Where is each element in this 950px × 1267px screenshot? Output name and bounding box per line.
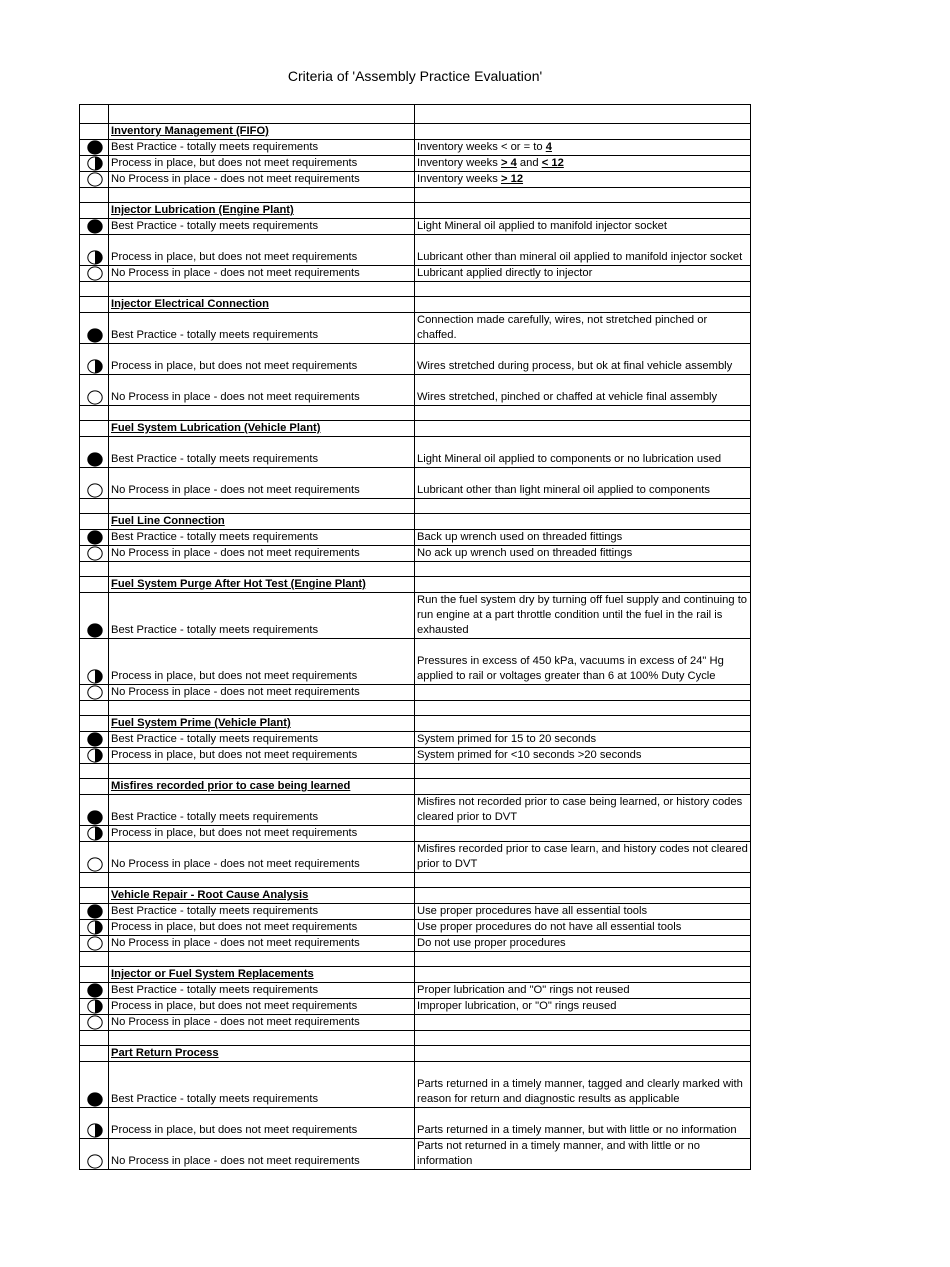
criteria-row <box>80 1108 751 1139</box>
criterion-text: Best Practice - totally meets requirements <box>109 732 415 748</box>
rating-cell <box>80 437 109 468</box>
description-text: Parts returned in a timely manner, but with little or no information <box>415 1108 751 1139</box>
description-cell <box>415 888 751 904</box>
section-heading-row <box>80 888 751 904</box>
description-text: Improper lubrication, or "O" rings reused <box>415 999 751 1015</box>
rating-cell <box>80 1046 109 1062</box>
description-cell <box>415 297 751 313</box>
description-text: Use proper procedures do not have all essential tools <box>415 920 751 936</box>
criterion-text: Best Practice - totally meets requirements <box>109 795 415 826</box>
criteria-row <box>80 468 751 499</box>
half-circle-icon <box>82 669 106 684</box>
criteria-row <box>80 920 751 936</box>
description-cell <box>415 764 751 779</box>
criterion-text: No Process in place - does not meet requirements <box>109 685 415 701</box>
criterion-text: Process in place, but does not meet requirements <box>109 748 415 764</box>
empty-circle-icon <box>82 266 106 281</box>
section-heading <box>109 779 415 795</box>
description-text: Light Mineral oil applied to manifold injector socket <box>415 219 751 235</box>
criterion-text: Process in place, but does not meet requirements <box>109 999 415 1015</box>
criterion-text: No Process in place - does not meet requirements <box>109 375 415 406</box>
threshold-value: < 12 <box>541 157 564 169</box>
rating-cell <box>80 826 109 842</box>
description-cell <box>415 562 751 577</box>
criterion-cell <box>109 406 415 421</box>
rating-cell <box>80 716 109 732</box>
description-text: Misfires not recorded prior to case being learned, or history codes cleared prior to DVT <box>415 795 751 826</box>
criterion-text: Process in place, but does not meet requirements <box>109 920 415 936</box>
rating-cell <box>80 1015 109 1031</box>
section-heading <box>109 716 415 732</box>
criterion-text: No Process in place - does not meet requirements <box>109 936 415 952</box>
rating-cell <box>80 124 109 140</box>
section-heading-text: Misfires recorded prior to case being learned <box>111 780 351 792</box>
description-text: Wires stretched during process, but ok at final vehicle assembly <box>415 344 751 375</box>
description-text <box>415 1015 751 1031</box>
section-heading-row <box>80 421 751 437</box>
rating-cell <box>80 282 109 297</box>
description-cell <box>415 188 751 203</box>
description-text <box>415 172 751 188</box>
description-text: Lubricant applied directly to injector <box>415 266 751 282</box>
full-circle-icon <box>82 732 106 747</box>
rating-cell <box>80 904 109 920</box>
description-cell <box>415 203 751 219</box>
criterion-cell <box>109 188 415 203</box>
description-text <box>415 140 751 156</box>
rating-cell <box>80 593 109 639</box>
description-text: System primed for 15 to 20 seconds <box>415 732 751 748</box>
rating-cell <box>80 546 109 562</box>
description-text: Pressures in excess of 450 kPa, vacuums in excess of 24" Hg applied to rail or voltages greater than 6 at 100% Duty Cycle <box>415 639 751 685</box>
rating-cell <box>80 421 109 437</box>
section-heading-text: Fuel System Prime (Vehicle Plant) <box>111 717 291 729</box>
description-cell <box>415 952 751 967</box>
rating-cell <box>80 983 109 999</box>
full-circle-icon <box>82 623 106 638</box>
section-heading-row <box>80 577 751 593</box>
criteria-row <box>80 842 751 873</box>
rating-cell <box>80 562 109 577</box>
criterion-cell <box>109 282 415 297</box>
section-heading <box>109 967 415 983</box>
criterion-cell <box>109 562 415 577</box>
criterion-text: Best Practice - totally meets requirements <box>109 219 415 235</box>
rating-cell <box>80 936 109 952</box>
rating-cell <box>80 156 109 172</box>
criteria-row <box>80 375 751 406</box>
criterion-text: Process in place, but does not meet requirements <box>109 639 415 685</box>
criteria-row <box>80 344 751 375</box>
description-fragment: Inventory weeks <box>417 157 501 169</box>
rating-cell <box>80 105 109 124</box>
section-heading <box>109 203 415 219</box>
empty-circle-icon <box>82 1015 106 1030</box>
rating-cell <box>80 779 109 795</box>
criteria-row <box>80 172 751 188</box>
rating-cell <box>80 967 109 983</box>
description-text <box>415 156 751 172</box>
criteria-row <box>80 795 751 826</box>
blank-row <box>80 406 751 421</box>
description-cell <box>415 499 751 514</box>
description-text: Wires stretched, pinched or chaffed at vehicle final assembly <box>415 375 751 406</box>
criteria-row <box>80 1062 751 1108</box>
description-text: Lubricant other than mineral oil applied to manifold injector socket <box>415 235 751 266</box>
description-fragment: Inventory weeks <box>417 173 501 185</box>
description-cell <box>415 282 751 297</box>
criteria-table <box>79 104 751 1170</box>
blank-row <box>80 188 751 203</box>
criteria-row <box>80 235 751 266</box>
criterion-text: Best Practice - totally meets requirements <box>109 1062 415 1108</box>
description-cell <box>415 421 751 437</box>
section-heading-text: Fuel System Lubrication (Vehicle Plant) <box>111 422 321 434</box>
criteria-row <box>80 936 751 952</box>
rating-cell <box>80 795 109 826</box>
empty-circle-icon <box>82 172 106 187</box>
rating-cell <box>80 701 109 716</box>
criterion-text: Best Practice - totally meets requirements <box>109 904 415 920</box>
threshold-value: 4 <box>545 141 552 153</box>
rating-cell <box>80 313 109 344</box>
description-text: Misfires recorded prior to case learn, and history codes not cleared prior to DVT <box>415 842 751 873</box>
criteria-row <box>80 904 751 920</box>
blank-row <box>80 105 751 124</box>
rating-cell <box>80 1108 109 1139</box>
rating-cell <box>80 1139 109 1170</box>
description-text <box>415 685 751 701</box>
criterion-text: Best Practice - totally meets requirements <box>109 313 415 344</box>
criterion-text: Best Practice - totally meets requirements <box>109 593 415 639</box>
rating-cell <box>80 406 109 421</box>
section-heading <box>109 888 415 904</box>
criteria-table-body <box>80 105 751 1170</box>
full-circle-icon <box>82 530 106 545</box>
criteria-row <box>80 313 751 344</box>
half-circle-icon <box>82 156 106 171</box>
criteria-row <box>80 1139 751 1170</box>
section-heading-row <box>80 779 751 795</box>
empty-circle-icon <box>82 390 106 405</box>
criterion-text: No Process in place - does not meet requirements <box>109 266 415 282</box>
description-cell <box>415 577 751 593</box>
description-cell <box>415 967 751 983</box>
criterion-text: No Process in place - does not meet requirements <box>109 468 415 499</box>
rating-cell <box>80 219 109 235</box>
criteria-row <box>80 140 751 156</box>
rating-cell <box>80 873 109 888</box>
rating-cell <box>80 203 109 219</box>
empty-circle-icon <box>82 546 106 561</box>
description-text: No ack up wrench used on threaded fittings <box>415 546 751 562</box>
description-text: Connection made carefully, wires, not stretched pinched or chaffed. <box>415 313 751 344</box>
section-heading-row <box>80 514 751 530</box>
section-heading <box>109 514 415 530</box>
section-heading-text: Injector or Fuel System Replacements <box>111 968 314 980</box>
half-circle-icon <box>82 359 106 374</box>
description-cell <box>415 1031 751 1046</box>
full-circle-icon <box>82 219 106 234</box>
criteria-row <box>80 1015 751 1031</box>
blank-row <box>80 701 751 716</box>
description-text: Light Mineral oil applied to components or no lubrication used <box>415 437 751 468</box>
section-heading-text: Fuel Line Connection <box>111 515 225 527</box>
description-text: Parts returned in a timely manner, tagged and clearly marked with reason for return and diagnostic results as applicable <box>415 1062 751 1108</box>
section-heading <box>109 124 415 140</box>
criteria-row <box>80 826 751 842</box>
full-circle-icon <box>82 904 106 919</box>
criterion-cell <box>109 952 415 967</box>
rating-cell <box>80 468 109 499</box>
criteria-row <box>80 639 751 685</box>
criterion-text: Best Practice - totally meets requirements <box>109 983 415 999</box>
rating-cell <box>80 999 109 1015</box>
section-heading-row <box>80 203 751 219</box>
criteria-row <box>80 748 751 764</box>
description-cell <box>415 779 751 795</box>
rating-cell <box>80 842 109 873</box>
full-circle-icon <box>82 140 106 155</box>
rating-cell <box>80 1031 109 1046</box>
criterion-text: Best Practice - totally meets requirements <box>109 437 415 468</box>
rating-cell <box>80 235 109 266</box>
description-cell <box>415 873 751 888</box>
criterion-text: Process in place, but does not meet requirements <box>109 1108 415 1139</box>
rating-cell <box>80 639 109 685</box>
description-cell <box>415 514 751 530</box>
rating-cell <box>80 140 109 156</box>
page-title: Criteria of 'Assembly Practice Evaluation' <box>287 68 543 84</box>
criteria-row <box>80 546 751 562</box>
empty-circle-icon <box>82 1154 106 1169</box>
blank-row <box>80 499 751 514</box>
description-fragment: and <box>516 157 542 169</box>
criterion-cell <box>109 873 415 888</box>
threshold-value: > 12 <box>500 173 524 185</box>
criterion-cell <box>109 701 415 716</box>
section-heading-row <box>80 1046 751 1062</box>
section-heading-row <box>80 967 751 983</box>
section-heading-text: Part Return Process <box>111 1047 219 1059</box>
rating-cell <box>80 732 109 748</box>
rating-cell <box>80 344 109 375</box>
criterion-cell <box>109 105 415 124</box>
description-fragment: Inventory weeks < or = to <box>417 141 546 153</box>
empty-circle-icon <box>82 857 106 872</box>
description-cell <box>415 701 751 716</box>
criterion-text: Best Practice - totally meets requirements <box>109 530 415 546</box>
criterion-text: Best Practice - totally meets requirements <box>109 140 415 156</box>
criterion-text: No Process in place - does not meet requirements <box>109 1139 415 1170</box>
criteria-row <box>80 685 751 701</box>
description-cell <box>415 105 751 124</box>
section-heading-row <box>80 716 751 732</box>
criterion-text: No Process in place - does not meet requirements <box>109 172 415 188</box>
full-circle-icon <box>82 328 106 343</box>
rating-cell <box>80 514 109 530</box>
criterion-text: Process in place, but does not meet requirements <box>109 235 415 266</box>
description-cell <box>415 1046 751 1062</box>
rating-cell <box>80 172 109 188</box>
half-circle-icon <box>82 920 106 935</box>
full-circle-icon <box>82 452 106 467</box>
blank-row <box>80 764 751 779</box>
criterion-text: No Process in place - does not meet requirements <box>109 1015 415 1031</box>
criterion-text: Process in place, but does not meet requirements <box>109 156 415 172</box>
rating-cell <box>80 685 109 701</box>
criteria-row <box>80 266 751 282</box>
description-text: Run the fuel system dry by turning off fuel supply and continuing to run engine at a part throttle condition until the fuel in the rail is exhausted <box>415 593 751 639</box>
description-cell <box>415 406 751 421</box>
criterion-text: Process in place, but does not meet requirements <box>109 344 415 375</box>
section-heading-text: Fuel System Purge After Hot Test (Engine Plant) <box>111 578 366 590</box>
rating-cell <box>80 748 109 764</box>
rating-cell <box>80 888 109 904</box>
empty-circle-icon <box>82 685 106 700</box>
rating-cell <box>80 1062 109 1108</box>
criterion-text: No Process in place - does not meet requirements <box>109 842 415 873</box>
section-heading-row <box>80 124 751 140</box>
half-circle-icon <box>82 250 106 265</box>
criteria-row <box>80 437 751 468</box>
half-circle-icon <box>82 826 106 841</box>
description-text <box>415 826 751 842</box>
section-heading-text: Injector Electrical Connection <box>111 298 269 310</box>
description-text: Proper lubrication and "O" rings not reused <box>415 983 751 999</box>
blank-row <box>80 282 751 297</box>
rating-cell <box>80 920 109 936</box>
blank-row <box>80 873 751 888</box>
criterion-text: No Process in place - does not meet requirements <box>109 546 415 562</box>
half-circle-icon <box>82 1123 106 1138</box>
section-heading <box>109 297 415 313</box>
rating-cell <box>80 266 109 282</box>
rating-cell <box>80 764 109 779</box>
blank-row <box>80 562 751 577</box>
blank-row <box>80 1031 751 1046</box>
criterion-cell <box>109 1031 415 1046</box>
criteria-row <box>80 983 751 999</box>
criterion-cell <box>109 499 415 514</box>
section-heading <box>109 577 415 593</box>
criteria-row <box>80 732 751 748</box>
criterion-text: Process in place, but does not meet requirements <box>109 826 415 842</box>
section-heading-text: Vehicle Repair - Root Cause Analysis <box>111 889 309 901</box>
full-circle-icon <box>82 983 106 998</box>
rating-cell <box>80 375 109 406</box>
rating-cell <box>80 297 109 313</box>
full-circle-icon <box>82 810 106 825</box>
threshold-value: > 4 <box>500 157 517 169</box>
blank-row <box>80 952 751 967</box>
half-circle-icon <box>82 748 106 763</box>
section-heading <box>109 421 415 437</box>
criteria-row <box>80 156 751 172</box>
rating-cell <box>80 188 109 203</box>
rating-cell <box>80 499 109 514</box>
empty-circle-icon <box>82 936 106 951</box>
rating-cell <box>80 577 109 593</box>
section-heading <box>109 1046 415 1062</box>
description-cell <box>415 124 751 140</box>
criteria-row <box>80 593 751 639</box>
section-heading-text: Inventory Management (FIFO) <box>111 125 269 137</box>
criteria-row <box>80 999 751 1015</box>
criteria-row <box>80 219 751 235</box>
description-text: Parts not returned in a timely manner, and with little or no information <box>415 1139 751 1170</box>
description-text: Use proper procedures have all essential tools <box>415 904 751 920</box>
description-text: Do not use proper procedures <box>415 936 751 952</box>
criterion-cell <box>109 764 415 779</box>
rating-cell <box>80 530 109 546</box>
half-circle-icon <box>82 999 106 1014</box>
description-text: Back up wrench used on threaded fittings <box>415 530 751 546</box>
criteria-row <box>80 530 751 546</box>
section-heading-text: Injector Lubrication (Engine Plant) <box>111 204 294 216</box>
description-text: Lubricant other than light mineral oil applied to components <box>415 468 751 499</box>
full-circle-icon <box>82 1092 106 1107</box>
rating-cell <box>80 952 109 967</box>
description-cell <box>415 716 751 732</box>
empty-circle-icon <box>82 483 106 498</box>
section-heading-row <box>80 297 751 313</box>
description-text: System primed for <10 seconds >20 seconds <box>415 748 751 764</box>
